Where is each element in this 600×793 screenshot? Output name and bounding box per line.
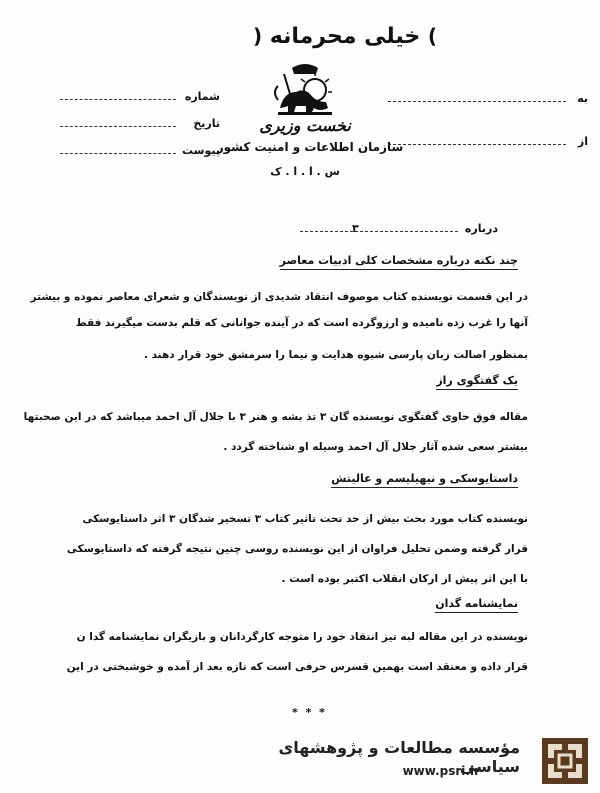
heading-3 xyxy=(331,472,518,485)
heading-4 xyxy=(435,597,518,610)
paragraph-1-line-1: در این قسمت نویسنده کتاب موصوف انتقاد شدیدی از نویسندگان و شعرای معاصر نموده و بیشتر xyxy=(30,291,528,303)
lion-and-sun-emblem-icon xyxy=(270,62,340,118)
attachment-field xyxy=(60,144,220,160)
institute-watermark xyxy=(264,734,598,786)
subject-field xyxy=(300,222,498,238)
paragraph-2-line-2: بیشتر سعی شده آثار جلال آل احمد وسیله او شناخته گردد . xyxy=(223,441,528,453)
institute-url: www.psri.ir xyxy=(402,764,480,778)
from-label: از xyxy=(577,135,588,148)
to-line xyxy=(388,101,566,102)
subject-line xyxy=(300,231,458,232)
closing-stars: * * * xyxy=(292,706,327,719)
to-field xyxy=(388,92,588,108)
organization-code: س . ا . ا . ک xyxy=(270,165,340,178)
institute-name: مؤسسه مطالعات و پژوهشهای سیاسی xyxy=(278,738,520,776)
institute-logo-icon xyxy=(542,738,588,784)
organization-name: نخست وزیری xyxy=(259,116,351,135)
paragraph-4-line-1: نویسنده در این مقاله لبه تیز انتقاد خود را متوجه کارگردانان و بازیگران نمایشنامه گدا ن xyxy=(76,631,528,643)
classification-text: خیلی محرمانه xyxy=(269,24,421,49)
organization-unit: سازمان اطلاعات و امنیت کشور xyxy=(216,140,404,154)
from-line xyxy=(388,144,566,145)
section-title-text: چند نکته درباره مشخصات کلی ادبیات معاصر xyxy=(280,254,518,270)
paren-right: ) xyxy=(427,24,437,48)
paragraph-1-line-2: آنها را غرب زده نامیده و ارزوگرده است که در آینده جوانانی که قلم بدست میگیرند فقط xyxy=(75,317,528,329)
paragraph-4-line-2: قرار داده و معتقد است بهمین قسرس حرفی است که تازه بعد از آمده و خوشبختی در این xyxy=(66,661,528,673)
heading-2-text: یک گفتگوی راز xyxy=(436,374,518,390)
attachment-line xyxy=(60,153,176,154)
paragraph-3-line-3: با این اثر پیش از ارکان انقلاب اکتبر بوده است . xyxy=(281,573,528,585)
heading-4-text: نمایشنامه گدان xyxy=(435,597,518,613)
attachment-label: پیوست xyxy=(182,144,220,157)
date-line xyxy=(60,126,176,127)
subject-label: درباره xyxy=(464,222,498,235)
number-field xyxy=(60,90,220,106)
from-field xyxy=(388,135,588,151)
to-label: به xyxy=(577,92,588,105)
subject-number: ۳ xyxy=(352,222,359,235)
number-label: شماره xyxy=(184,90,220,103)
heading-2 xyxy=(436,374,518,387)
section-title xyxy=(280,254,518,267)
date-field xyxy=(60,117,220,133)
classification-stamp xyxy=(240,24,450,49)
paragraph-3-line-2: قرار گرفته وضمن تحلیل فراوان از این نویسنده روسی چنین نتیجه گرفته که داستایوسکی xyxy=(66,543,528,555)
date-label: تاریخ xyxy=(193,117,220,130)
paragraph-2-line-1: مقاله فوق حاوی گفتگوی نویسنده گان ۳ تذ بشه و هنر ۳ با جلال آل احمد میباشد که در این صحبتها xyxy=(23,411,528,423)
paren-left: ( xyxy=(252,24,263,48)
paragraph-1-line-3: بمنظور اصالت زبان پارسی شیوه هدایت و نیما را سرمشق خود قرار دهند . xyxy=(143,349,528,361)
number-line xyxy=(60,99,176,100)
paragraph-3-line-1: نویسنده کتاب مورد بحث بیش از حد تحت تاثیر کتاب ۳ تسخیر شدگان ۳ اثر داستایوسکی xyxy=(82,513,528,525)
heading-3-text: داستایوسکی و نیهیلیسم و عالیتش xyxy=(331,472,518,488)
